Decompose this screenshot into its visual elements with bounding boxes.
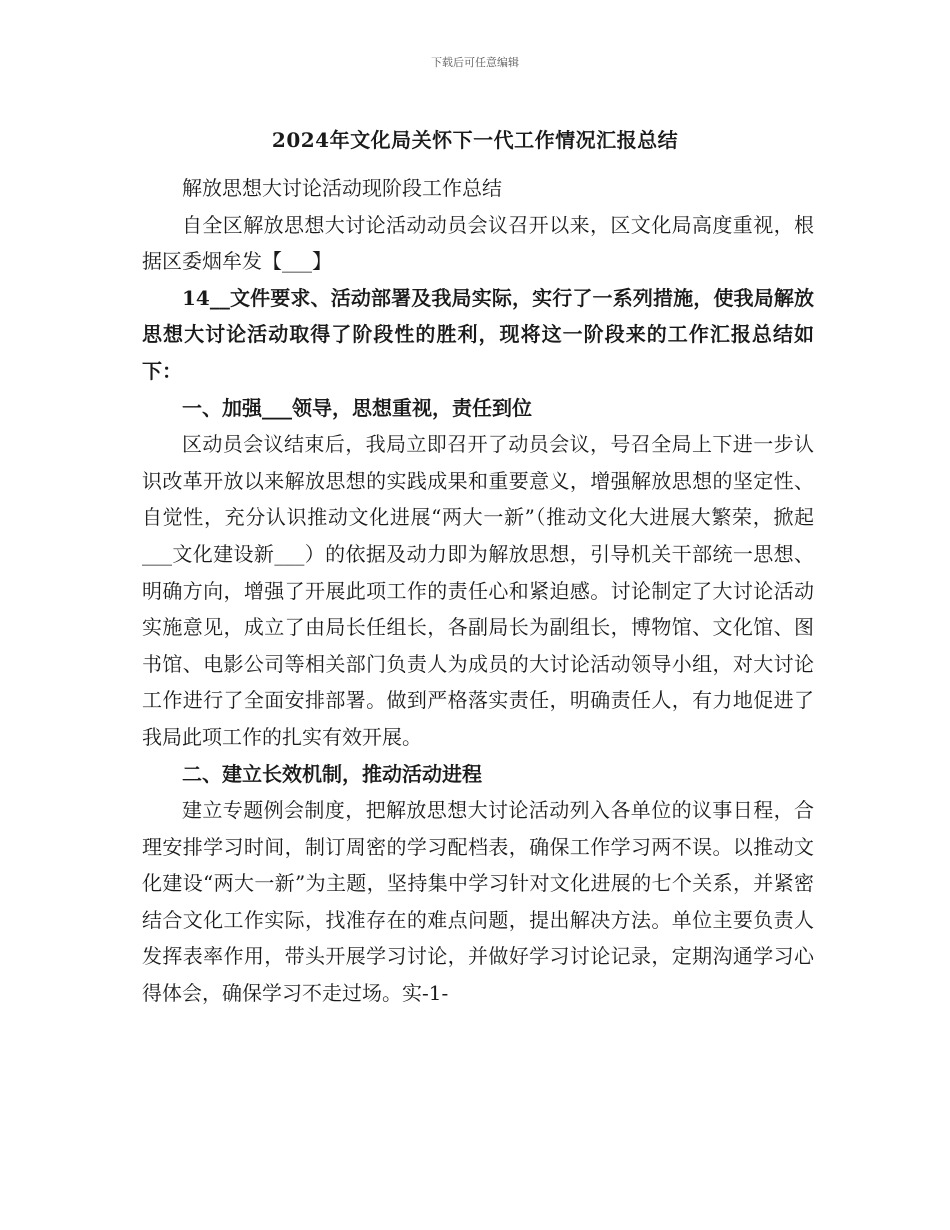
section2-heading: 二、建立长效机制，推动活动进程	[182, 761, 482, 786]
page-header-note: 下载后可任意编辑	[431, 56, 519, 69]
intro-bold-paragraph: 14__文件要求、活动部署及我局实际，实行了一系列措施，使我局解放思想大讨论活动取得了阶段性的胜利，现将这一阶段来的工作汇报总结如下：	[142, 285, 814, 383]
section2-paragraph: 建立专题例会制度，把解放思想大讨论活动列入各单位的议事日程，合理安排学习时间，制订周密的学习配档表，确保工作学习两不误。以推动文化建设“两大一新”为主题，坚持集中学习针对文化进展的七个关系，并紧密结合文化工作实际，找准存在的难点问题，提出解决方法。单位主要负责人发挥表率作用，带头开展学习讨论，并做好学习讨论记录，定期沟通学习心得体会，确保学习不走过场。实-1-	[142, 798, 814, 1006]
document-body	[142, 170, 814, 1012]
document-title: 2024年文化局关怀下一代工作情况汇报总结	[271, 128, 679, 152]
subtitle-paragraph: 解放思想大讨论活动现阶段工作总结	[182, 176, 502, 200]
intro-paragraph: 自全区解放思想大讨论活动动员会议召开以来，区文化局高度重视，根据区委烟牟发【___】	[142, 212, 814, 274]
section1-paragraph: 区动员会议结束后，我局立即召开了动员会议，号召全局上下进一步认识改革开放以来解放思想的实践成果和重要意义，增强解放思想的坚定性、自觉性，充分认识推动文化进展“两大一新”（推动文化大进展大繁荣，掀起___文化建设新___）的依据及动力即为解放思想，引导机关干部统一思想、明确方向，增强了开展此项工作的责任心和紧迫感。讨论制定了大讨论活动实施意见，成立了由局长任组长，各副局长为副组长，博物馆、文化馆、图书馆、电影公司等相关部门负责人为成员的大讨论活动领导小组，对大讨论工作进行了全面安排部署。做到严格落实责任，明确责任人，有力地促进了我局此项工作的扎实有效开展。	[142, 432, 814, 749]
section1-heading: 一、加强___领导，思想重视，责任到位	[182, 395, 532, 420]
